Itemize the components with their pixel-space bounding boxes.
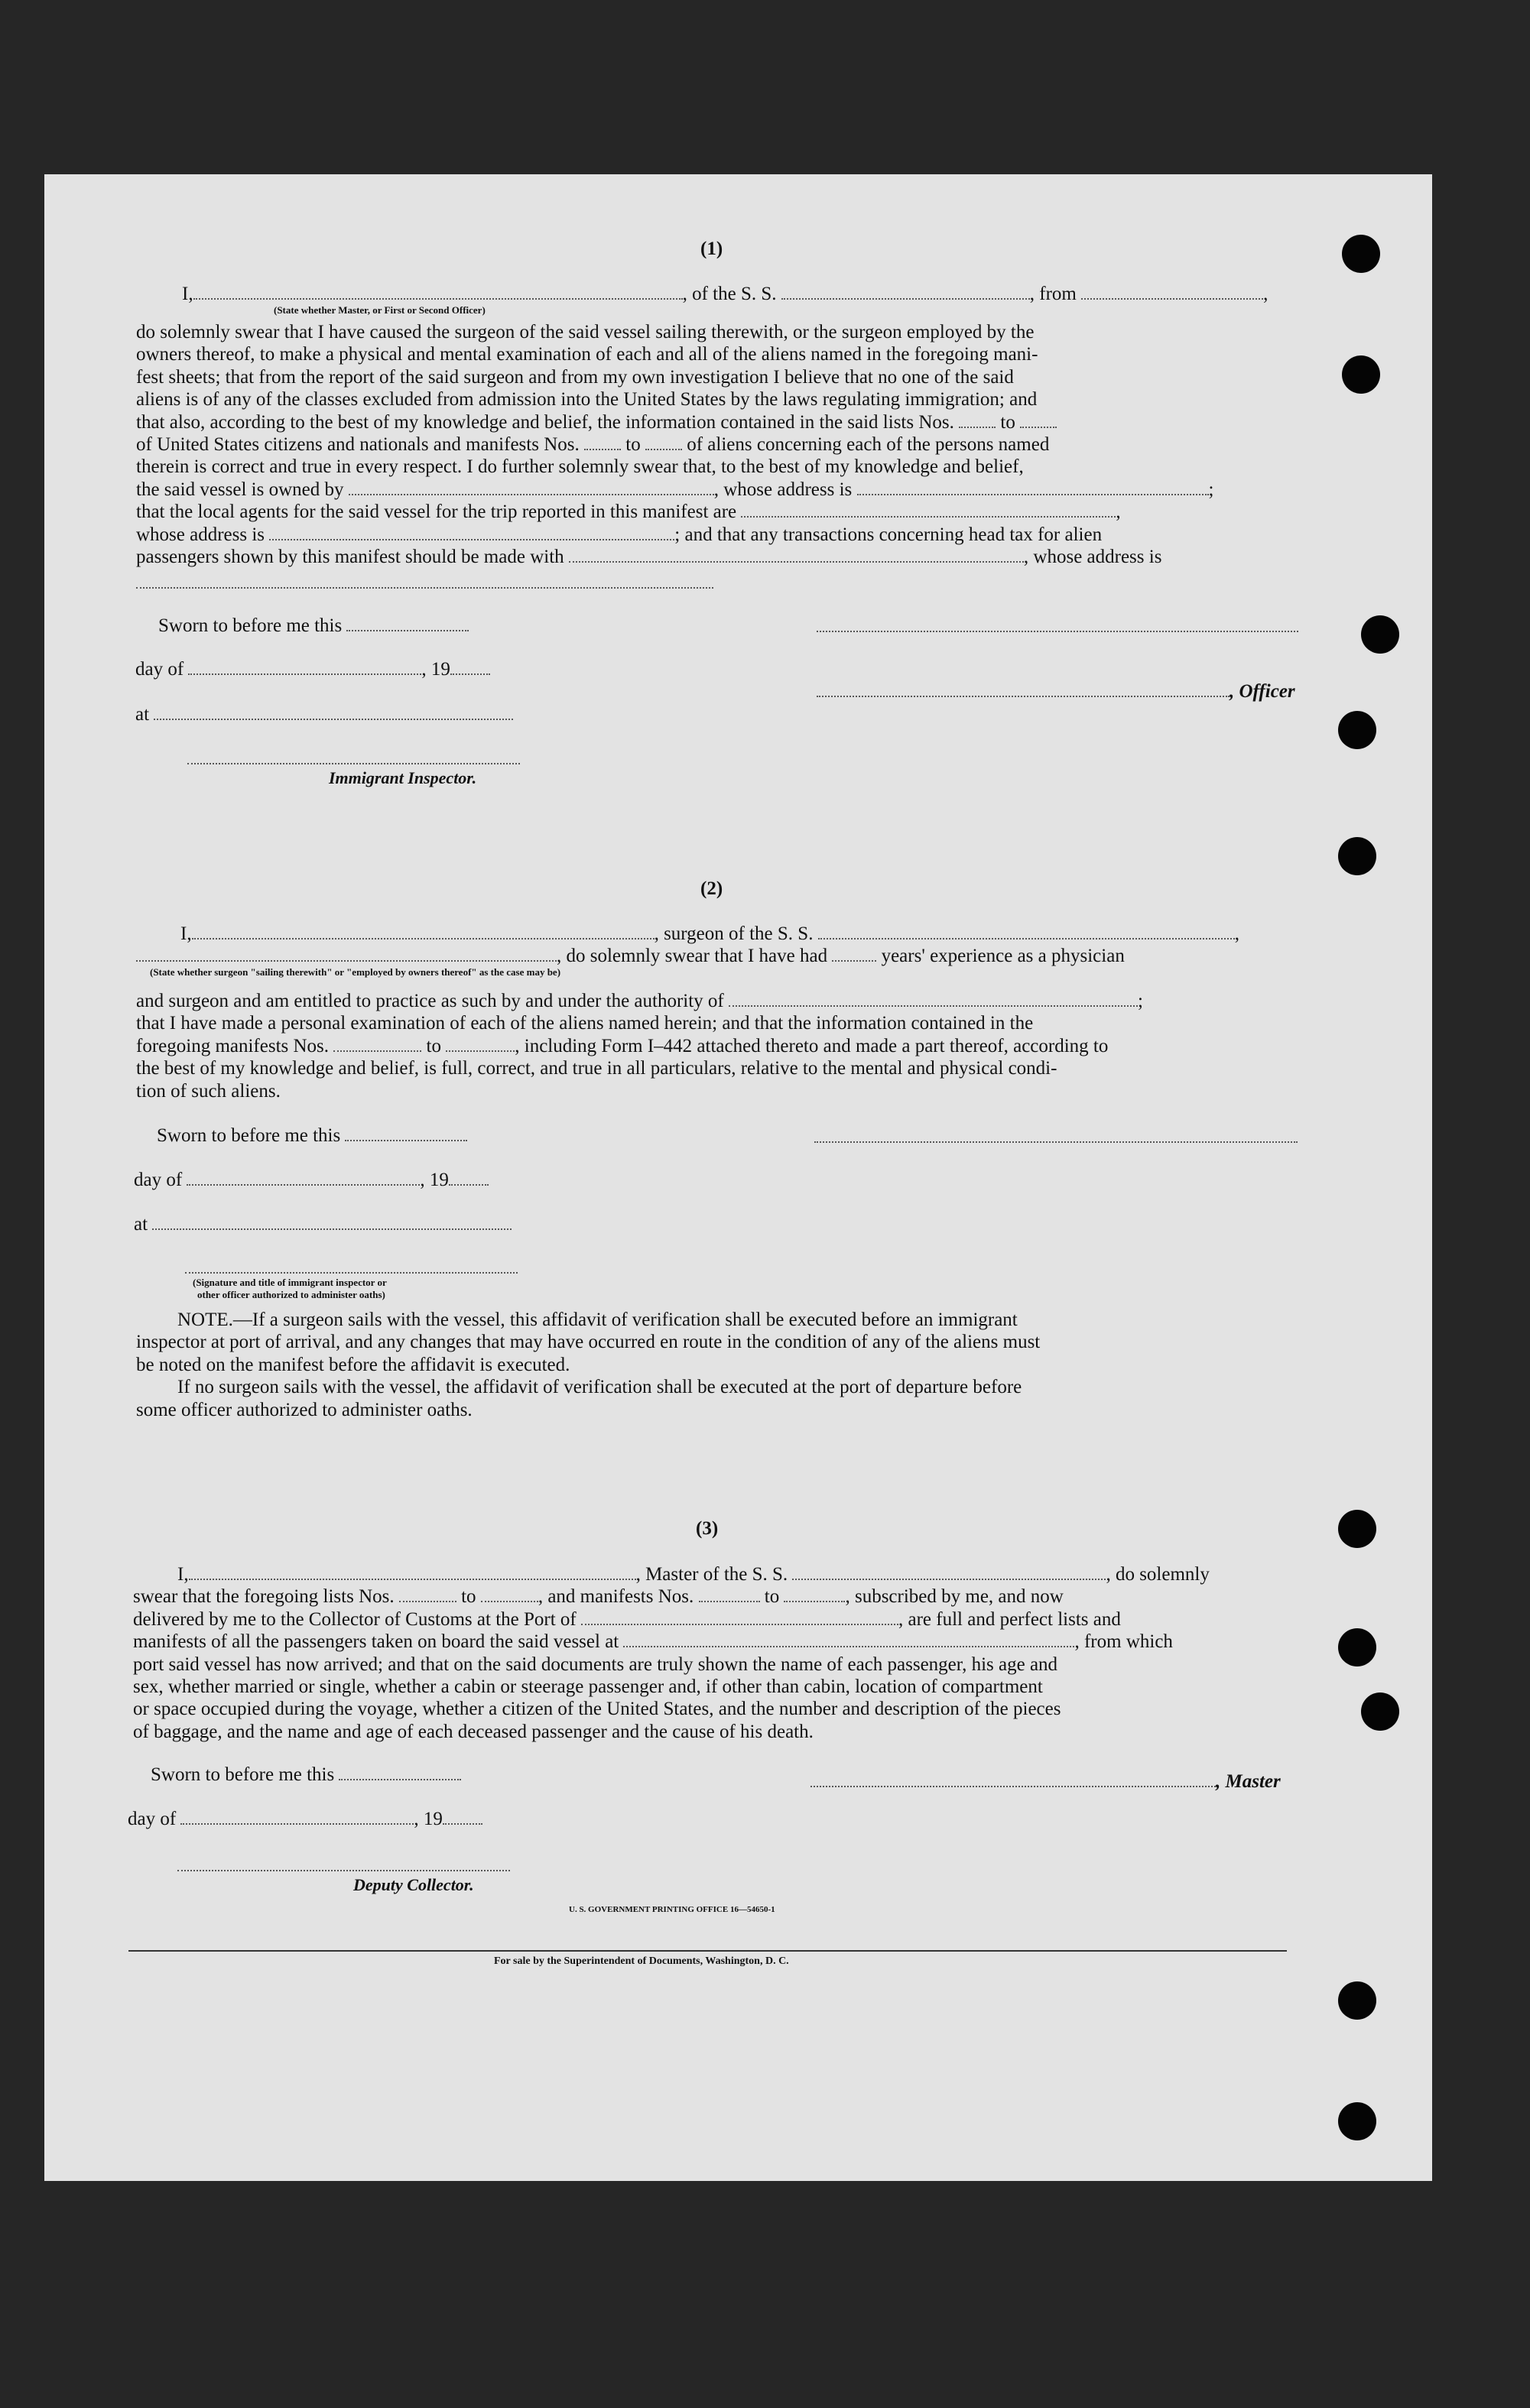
s3-sworn: Sworn to before me this: [151, 1764, 461, 1787]
s1-inspector: Immigrant Inspector.: [329, 768, 477, 787]
footer-rule: [128, 1950, 1287, 1952]
s1-officer-note: (State whether Master, or First or Second Officer): [274, 304, 486, 316]
punch-hole: [1338, 711, 1376, 749]
s3-oath-text: I, , Master of the S. S. , do solemnly swear that the foregoing lists Nos. to , and manifests Nos. to , subscribed by me, and now delivered by me to the Collector of Customs at the Port of , are full and perfect lists and manifests of all the passengers taken on board the said vessel at , from which port said vessel has now arrived; and that on the said documents are truly shown the name of each passenger, his age and sex, whether married or single, whether a cabin or steerage passenger and, if other than cabin, location of compartment or space occupied during the voyage, whether a citizen of the United States, and the number and description of the pieces of baggage, and the name and age of each deceased passenger and the cause of his death.: [133, 1564, 1210, 1742]
section-3-number: (3): [696, 1518, 719, 1539]
s2-at: at: [134, 1213, 512, 1236]
s2-sig-note-2: other officer authorized to administer oaths): [197, 1289, 385, 1300]
s1-address-line: [136, 587, 713, 589]
s3-deputy-line: [177, 1870, 510, 1871]
s1-signature-line: [817, 631, 1298, 632]
s1-sworn: Sworn to before me this: [158, 615, 469, 638]
punch-hole: [1338, 837, 1376, 875]
s2-oath-text: and surgeon and am entitled to practice as such by and under the authority of ; that I have made a personal examination of each of the aliens named herein; and that the information contained in the foregoing manifests Nos. to , including Form I–442 attached thereto and made a part thereof, according to the best of my knowledge and belief, is full, correct, and true in all particulars, relative to the mental and physical condi- tion of such aliens.: [136, 991, 1143, 1102]
punch-hole: [1361, 1692, 1399, 1731]
sale-notice: For sale by the Superintendent of Documents, Washington, D. C.: [494, 1955, 789, 1967]
s3-deputy: Deputy Collector.: [353, 1875, 474, 1894]
s2-day-of: day of , 19: [134, 1169, 489, 1192]
s2-sworn: Sworn to before me this: [157, 1124, 467, 1147]
s2-inspector-line: [185, 1272, 518, 1274]
s2-signature-line: [814, 1141, 1298, 1143]
s2-note: NOTE.—If a surgeon sails with the vessel, this affidavit of verification shall be executed before an immigrant inspector at port of arrival, and any changes that may have occurred en route in the condition of any of the aliens must be noted on the manifest before the affidavit is executed. If no surgeon sails with the vessel, the affidavit of verification shall be executed at the port of departure before some officer authorized to administer oaths.: [136, 1309, 1041, 1420]
punch-hole: [1342, 355, 1380, 394]
s2-second-line: , do solemnly swear that I have had years' experience as a physician: [136, 945, 1125, 968]
punch-hole: [1338, 2102, 1376, 2140]
punch-hole: [1338, 1981, 1376, 2020]
punch-hole: [1338, 1510, 1376, 1548]
punch-hole: [1342, 235, 1380, 273]
s2-first-line: I, , surgeon of the S. S. ,: [180, 923, 1239, 944]
punch-hole: [1338, 1628, 1376, 1666]
s2-surgeon-note: (State whether surgeon "sailing therewith" or "employed by owners thereof" as the case may be): [150, 966, 561, 978]
s1-oath-text: do solemnly swear that I have caused the surgeon of the said vessel sailing therewith, or the surgeon employed by the owners thereof, to make a physical and mental examination of each and all of the aliens named in the foregoing mani- fest sheets; that from the report of the said surgeon and from my own investigation I believe that no one of the said aliens is of any of the classes excluded from admission into the United States by the laws regulating immigration; and that also, according to the best of my knowledge and belief, the information contained in the said lists Nos. to of United States citizens and nationals and manifests Nos. to of aliens concerning each of the persons named therein is correct and true in every respect. I do further solemnly swear that, to the best of my knowledge and belief, the said vessel is owned by , whose address is ; that the local agents for the said vessel for the trip reported in this manifest are , whose address is ; and that any transactions concerning head tax for alien passengers shown by this manifest should be made with , whose address is: [136, 322, 1214, 568]
s3-day-of: day of , 19: [128, 1808, 482, 1831]
s1-at: at: [135, 703, 513, 726]
gpo-imprint: U. S. GOVERNMENT PRINTING OFFICE 16—54650-1: [569, 1905, 775, 1914]
s3-master-line: , Master: [810, 1770, 1281, 1793]
punch-hole: [1361, 615, 1399, 654]
section-2-number: (2): [700, 878, 723, 899]
s1-officer-line: , Officer: [817, 680, 1295, 703]
s1-inspector-line: [187, 763, 520, 764]
s1-first-line: I, , of the S. S. , from ,: [182, 284, 1269, 304]
section-1-number: (1): [700, 239, 723, 259]
s1-day-of: day of , 19: [135, 658, 490, 681]
s2-sig-note-1: (Signature and title of immigrant inspector or: [193, 1277, 387, 1288]
